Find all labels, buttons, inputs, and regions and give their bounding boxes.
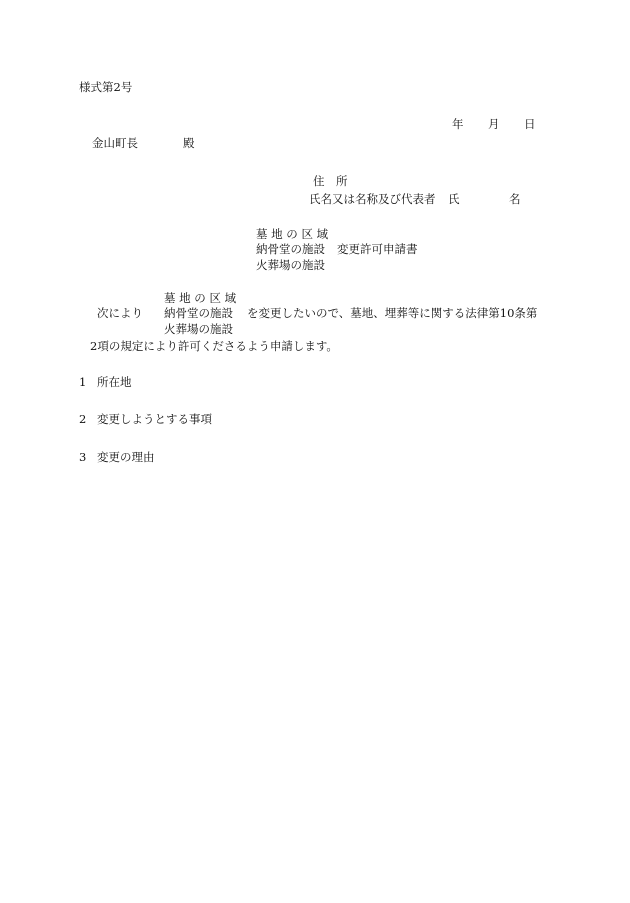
body-option-crematorium: 火葬場の施設 (164, 322, 233, 336)
item-number: 2 (79, 412, 87, 426)
item-label: 所在地 (97, 375, 132, 389)
date-month-label: 月 (488, 117, 500, 131)
body-sentence-2: 2項の規定により許可くださるよう申請します。 (90, 339, 338, 353)
form-number: 様式第2号 (79, 80, 133, 94)
applicant-name-part1: 氏 (448, 192, 460, 206)
addressee-name: 金山町長 (92, 136, 138, 150)
title-option-cemetery: 墓 地 の 区 域 (256, 227, 329, 241)
body-sentence-1: を変更したいので、墓地、埋葬等に関する法律第10条第 (247, 306, 538, 320)
body-prefix: 次により (97, 306, 143, 320)
item-number: 3 (79, 450, 87, 464)
body-option-ossuary: 納骨堂の施設 (164, 306, 233, 320)
title-suffix: 変更許可申請書 (337, 242, 418, 256)
title-option-ossuary: 納骨堂の施設 (256, 242, 325, 256)
item-label: 変更しようとする事項 (97, 412, 212, 426)
date-year-label: 年 (452, 117, 464, 131)
date-day-label: 日 (524, 117, 536, 131)
item-label: 変更の理由 (97, 450, 155, 464)
addressee-honorific: 殿 (183, 136, 195, 150)
title-option-crematorium: 火葬場の施設 (256, 258, 325, 272)
applicant-name-part2: 名 (509, 192, 521, 206)
applicant-name-label: 氏名又は名称及び代表者 (309, 192, 436, 206)
address-label: 住 所 (313, 174, 348, 188)
item-number: 1 (79, 375, 87, 389)
body-option-cemetery: 墓 地 の 区 域 (164, 291, 237, 305)
